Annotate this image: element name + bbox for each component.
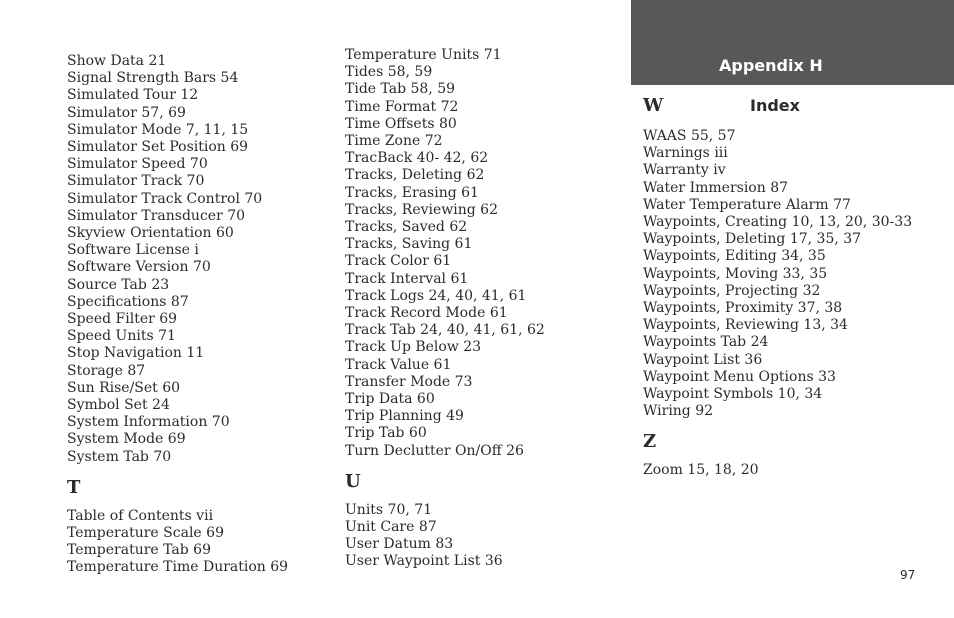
- index-entry-list: [345, 502, 545, 571]
- index-entry-list: [67, 53, 288, 466]
- index-entry: Tracks, Reviewing 62: [345, 201, 498, 218]
- index-entry: Transfer Mode 73: [345, 373, 473, 390]
- index-entry: System Tab 70: [67, 448, 172, 465]
- index-entry: Signal Strength Bars 54: [67, 70, 239, 87]
- index-entry: Warranty iv: [643, 162, 726, 179]
- index-entry: Simulator Track Control 70: [67, 190, 263, 207]
- index-entry: System Information 70: [67, 414, 230, 431]
- index-entry: Waypoints, Moving 33, 35: [643, 265, 828, 282]
- index-entry: Trip Tab 60: [345, 425, 427, 442]
- index-entry: Track Interval 61: [345, 270, 469, 287]
- index-entry: User Waypoint List 36: [345, 553, 503, 570]
- index-entry: Track Value 61: [345, 356, 452, 373]
- index-entry: Time Format 72: [345, 98, 459, 115]
- index-entry-list: [345, 47, 545, 460]
- index-entry: Trip Data 60: [345, 391, 435, 408]
- index-entry: Temperature Tab 69: [67, 542, 211, 559]
- index-column-3: [643, 128, 912, 480]
- index-entry: Turn Declutter On/Off 26: [345, 442, 524, 459]
- index-letter-z: Z: [643, 431, 657, 453]
- index-entry: Track Up Below 23: [345, 339, 482, 356]
- index-entry: Tracks, Saved 62: [345, 219, 468, 236]
- index-entry: Tracks, Saving 61: [345, 236, 473, 253]
- index-entry: Waypoints, Reviewing 13, 34: [643, 317, 848, 334]
- index-entry: Specifications 87: [67, 293, 189, 310]
- index-entry: Symbol Set 24: [67, 397, 170, 414]
- index-entry: Waypoints, Proximity 37, 38: [643, 300, 843, 317]
- index-entry: Show Data 21: [67, 53, 167, 69]
- index-entry: Track Tab 24, 40, 41, 61, 62: [345, 322, 545, 339]
- index-entry: Tracks, Erasing 61: [345, 184, 479, 201]
- index-entry: Temperature Units 71: [345, 47, 502, 63]
- index-entry: Storage 87: [67, 362, 146, 379]
- index-entry: Time Zone 72: [345, 133, 443, 150]
- index-entry: Track Logs 24, 40, 41, 61: [345, 287, 527, 304]
- index-entry: Unit Care 87: [345, 519, 437, 536]
- index-entry: Units 70, 71: [345, 501, 433, 518]
- index-entry: Waypoint List 36: [643, 351, 763, 368]
- index-column-1: [67, 53, 288, 577]
- index-entry: System Mode 69: [67, 431, 186, 448]
- index-entry: Software Version 70: [67, 259, 211, 276]
- index-entry: Waypoints Tab 24: [643, 334, 769, 351]
- index-entry: Time Offsets 80: [345, 115, 457, 132]
- index-entry: Waypoints, Editing 34, 35: [643, 248, 826, 265]
- index-letter-t: T: [67, 476, 81, 498]
- section-title: Appendix H: [719, 56, 823, 75]
- index-entry: Wiring 92: [643, 403, 714, 420]
- index-entry: Simulator Set Position 69: [67, 139, 249, 156]
- index-entry: Simulator Mode 7, 11, 15: [67, 121, 249, 138]
- index-entry: Tides 58, 59: [345, 64, 433, 81]
- index-letter-w: W: [643, 95, 664, 116]
- index-entry: Source Tab 23: [67, 276, 170, 293]
- index-entry-list: [643, 128, 912, 420]
- index-entry: Waypoints, Projecting 32: [643, 282, 821, 299]
- index-letter-u: U: [345, 470, 361, 492]
- index-entry: Speed Units 71: [67, 328, 176, 345]
- index-entry: Tide Tab 58, 59: [345, 81, 456, 98]
- index-entry: Waypoints, Creating 10, 13, 20, 30-33: [643, 214, 913, 231]
- index-entry: Water Temperature Alarm 77: [643, 196, 851, 213]
- index-entry: Zoom 15, 18, 20: [643, 462, 759, 479]
- index-entry: Waypoint Menu Options 33: [643, 368, 836, 385]
- index-entry: Simulated Tour 12: [67, 87, 199, 104]
- index-entry-list: [67, 508, 288, 577]
- index-entry: Warnings iii: [643, 145, 728, 162]
- index-entry: Simulator Track 70: [67, 173, 205, 190]
- index-entry: Table of Contents vii: [67, 507, 214, 524]
- index-entry: Simulator Transducer 70: [67, 207, 246, 224]
- index-entry: Simulator Speed 70: [67, 156, 208, 173]
- index-entry: Trip Planning 49: [345, 408, 464, 425]
- index-entry: Temperature Scale 69: [67, 525, 224, 542]
- index-entry: Speed Filter 69: [67, 311, 178, 328]
- index-entry: Software License i: [67, 242, 199, 259]
- index-entry: Track Color 61: [345, 253, 452, 270]
- index-entry: Waypoint Symbols 10, 34: [643, 386, 823, 403]
- index-entry: Track Record Mode 61: [345, 305, 508, 322]
- index-entry-list: [643, 462, 912, 479]
- index-entry: Water Immersion 87: [643, 179, 789, 196]
- page-number: 97: [900, 568, 916, 582]
- index-entry: TracBack 40- 42, 62: [345, 150, 489, 167]
- index-entry: Temperature Time Duration 69: [67, 559, 289, 576]
- index-label: Index: [750, 96, 800, 115]
- index-entry: Sun Rise/Set 60: [67, 379, 181, 396]
- index-entry: Tracks, Deleting 62: [345, 167, 485, 184]
- index-entry: Stop Navigation 11: [67, 345, 205, 362]
- index-entry: User Datum 83: [345, 536, 454, 553]
- index-entry: WAAS 55, 57: [643, 128, 736, 144]
- index-column-2: [345, 47, 545, 571]
- index-entry: Skyview Orientation 60: [67, 225, 234, 242]
- index-entry: Simulator 57, 69: [67, 104, 186, 121]
- index-entry: Waypoints, Deleting 17, 35, 37: [643, 231, 862, 248]
